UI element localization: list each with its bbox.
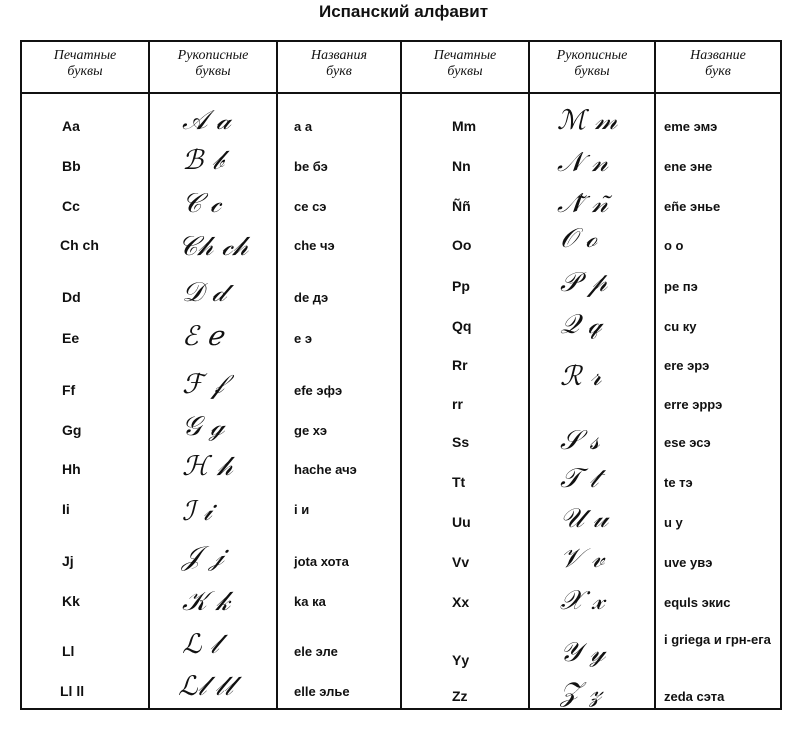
handwritten-letter: ℬ 𝒷: [182, 145, 224, 176]
printed-letter: Pp: [452, 278, 470, 294]
column-divider: [528, 42, 530, 708]
letter-name: uve увэ: [664, 555, 713, 570]
letter-name: hache ачэ: [294, 462, 357, 477]
printed-letter: Aa: [62, 118, 80, 134]
handwritten-letter: ℋ 𝒽: [182, 451, 233, 482]
letter-name: ere эрэ: [664, 358, 710, 373]
header-divider: [22, 92, 780, 94]
printed-letter: Hh: [62, 461, 81, 477]
handwritten-letter: ℒ𝓁 𝓁𝓁: [178, 671, 233, 702]
handwritten-letter: ℰ ℯ: [182, 321, 223, 352]
header-line: Печатные: [433, 48, 497, 63]
letter-name: ce сэ: [294, 199, 327, 214]
letter-name: jota хота: [294, 554, 349, 569]
handwritten-letter: 𝒳 𝓍: [560, 585, 605, 616]
letter-name: eñe энье: [664, 199, 721, 214]
handwritten-letter: 𝒰 𝓊: [560, 503, 609, 534]
handwritten-letter: 𝒞𝒽 𝒸𝒽: [178, 231, 249, 262]
header-printed-left: [22, 48, 148, 80]
handwritten-letter: ℱ 𝒻: [182, 369, 224, 400]
printed-letter: Mm: [452, 118, 477, 134]
letter-name: u у: [664, 515, 683, 530]
handwritten-letter: ℳ 𝓂: [557, 105, 618, 136]
letter-name: efe эфэ: [294, 383, 343, 398]
header-printed-right: [402, 48, 528, 80]
header-script-right: [530, 48, 654, 80]
header-line: букв: [705, 64, 731, 79]
printed-letter: Tt: [452, 474, 466, 490]
printed-letter: Qq: [452, 318, 472, 334]
letter-name: i и: [294, 502, 310, 517]
handwritten-letter: 𝒪 ℴ: [560, 223, 598, 254]
handwritten-letter: 𝒞 𝒸: [182, 188, 222, 219]
header-line: Рукописные: [556, 48, 628, 63]
printed-letter: Gg: [62, 422, 82, 438]
letter-name: a а: [294, 119, 313, 134]
printed-letter: Xx: [452, 594, 470, 610]
handwritten-letter: 𝒦 𝓀: [182, 586, 231, 617]
handwritten-letter: 𝒥 𝒿: [182, 541, 224, 572]
printed-letter: Kk: [62, 593, 80, 609]
handwritten-letter: 𝒫 𝓅: [560, 267, 608, 298]
handwritten-letter: 𝒯 𝓉: [560, 463, 599, 494]
column-divider: [148, 42, 150, 708]
letter-name: zeda сэта: [664, 689, 725, 704]
header-script-left: [150, 48, 276, 80]
printed-letter: rr: [452, 396, 463, 412]
handwritten-letter: 𝒩̃ 𝓃̃: [557, 188, 609, 219]
handwritten-letter: 𝒱 𝓋: [560, 543, 605, 574]
letter-name: e э: [294, 331, 313, 346]
header-line: буквы: [574, 64, 610, 79]
handwritten-letter: 𝒜 𝒶: [182, 105, 231, 136]
alphabet-table: [20, 40, 782, 710]
printed-letter: Nn: [452, 158, 471, 174]
printed-letter: Ss: [452, 434, 470, 450]
letter-name: cu ку: [664, 319, 697, 334]
printed-letter: Oo: [452, 237, 472, 253]
letter-name: che чэ: [294, 238, 335, 253]
header-line: Названия: [310, 48, 367, 63]
letter-name: ene энe: [664, 159, 713, 174]
header-line: буквы: [67, 64, 103, 79]
handwritten-letter: 𝒟 𝒹: [182, 277, 226, 308]
printed-letter: Rr: [452, 357, 468, 373]
printed-letter: Jj: [62, 553, 74, 569]
letter-name: elle элье: [294, 684, 350, 699]
printed-letter: Dd: [62, 289, 81, 305]
handwritten-letter: ℛ 𝓇: [560, 361, 602, 392]
header-line: Название: [690, 48, 746, 63]
letter-name: ka ка: [294, 594, 326, 609]
header-line: Печатные: [53, 48, 117, 63]
letter-name: equls экис: [664, 595, 731, 610]
header-line: Рукописные: [177, 48, 249, 63]
letter-name: ese эсэ: [664, 435, 711, 450]
letter-name: ge хэ: [294, 423, 328, 438]
letter-name: te тэ: [664, 475, 693, 490]
printed-letter: Zz: [452, 688, 468, 704]
printed-letter: Ll: [62, 643, 75, 659]
handwritten-letter: 𝒴 𝓎: [560, 637, 606, 668]
letter-name: eme эмэ: [664, 119, 718, 134]
page-title: Испанский алфавит: [318, 2, 489, 21]
letter-name: be бэ: [294, 159, 328, 174]
letter-name: i griega и грн-ега: [664, 632, 771, 647]
handwritten-letter: 𝒬 𝓆: [560, 309, 602, 340]
column-divider: [654, 42, 656, 708]
letter-name: pe пэ: [664, 279, 698, 294]
handwritten-letter: 𝒮 𝓈: [560, 425, 600, 456]
column-divider: [400, 42, 402, 708]
printed-letter: Ee: [62, 330, 80, 346]
header-line: буквы: [195, 64, 231, 79]
header-line: буквы: [447, 64, 483, 79]
handwritten-letter: 𝒢 ℊ: [182, 411, 225, 442]
printed-letter: Uu: [452, 514, 471, 530]
letter-name: de дэ: [294, 290, 329, 305]
header-names-left: [278, 48, 400, 80]
handwritten-letter: ℐ 𝒾: [182, 496, 212, 527]
column-divider: [276, 42, 278, 708]
handwritten-letter: ℒ 𝓁: [182, 629, 219, 660]
header-line: букв: [326, 64, 352, 79]
handwritten-letter: 𝒩 𝓃: [557, 147, 609, 178]
letter-name: ele эле: [294, 644, 338, 659]
printed-letter: Yy: [452, 652, 470, 668]
printed-letter: Vv: [452, 554, 470, 570]
printed-letter: Bb: [62, 158, 81, 174]
letter-name: o о: [664, 238, 684, 253]
header-names-right: [656, 48, 780, 80]
letter-name: erre эррэ: [664, 397, 723, 412]
printed-letter: Ff: [62, 382, 76, 398]
handwritten-letter: 𝒵 𝓏: [560, 677, 602, 708]
printed-letter: Ll ll: [60, 683, 85, 699]
printed-letter: Ch ch: [60, 237, 99, 253]
printed-letter: Ññ: [452, 198, 471, 214]
printed-letter: Ii: [62, 501, 70, 517]
printed-letter: Cc: [62, 198, 80, 214]
